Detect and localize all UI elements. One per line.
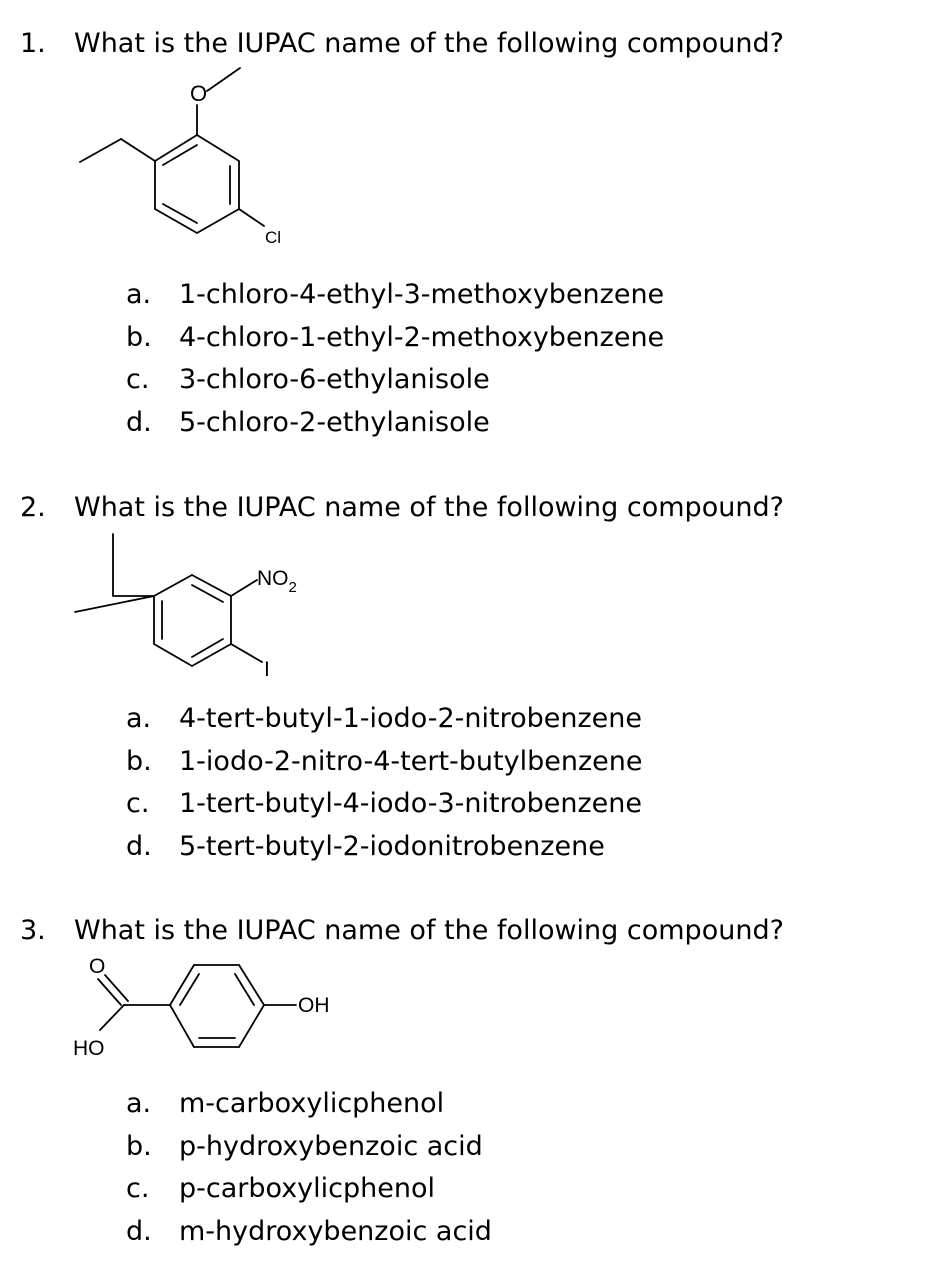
option-letter: a. [126,703,152,734]
option-text: 1-iodo-2-nitro-4-tert-butylbenzene [179,745,643,777]
option-letter: b. [126,1130,152,1162]
oxygen-label: O [190,81,208,106]
chemical-structure-diagram [0,945,948,1075]
option-text: 4-tert-butyl-1-iodo-2-nitrobenzene [179,703,642,734]
acid-hydroxyl-label: HO [73,1037,105,1060]
option-letter: a. [126,279,152,310]
question-number: 2. [20,492,46,523]
chemical-structure-diagram [0,520,948,690]
option-letter: d. [126,830,152,862]
option-letter: a. [126,1088,152,1119]
option-text: m-hydroxybenzoic acid [179,1215,492,1247]
option-letter: c. [126,364,150,395]
structure-2 [0,520,948,694]
chemical-structure-diagram [0,0,948,260]
question-number: 1. [20,28,46,59]
option-text: p-carboxylicphenol [179,1173,435,1204]
structure-3 [0,945,948,1079]
nitro-label: $NO_2$ [257,567,297,596]
option-text: m-carboxylicphenol [179,1088,445,1119]
carbonyl-oxygen-label: O [89,955,106,978]
option-text: 1-tert-butyl-4-iodo-3-nitrobenzene [179,788,642,819]
option-letter: b. [126,745,152,777]
option-letter: c. [126,788,150,819]
question-prompt: What is the IUPAC name of the following compound? [74,492,784,523]
option-letter: b. [126,321,152,353]
chlorine-label: Cl [265,228,282,247]
question-prompt: What is the IUPAC name of the following compound? [74,915,784,946]
option-text: 4-chloro-1-ethyl-2-methoxybenzene [179,321,665,353]
option-letter: c. [126,1173,150,1204]
iodine-label: I [264,658,270,681]
structure-1 [0,0,948,264]
question-prompt: What is the IUPAC name of the following compound? [74,28,784,59]
option-text: 1-chloro-4-ethyl-3-methoxybenzene [179,279,665,310]
option-letter: d. [126,1215,152,1247]
option-text: 3-chloro-6-ethylanisole [179,364,490,395]
option-text: 5-chloro-2-ethylanisole [179,406,490,438]
option-letter: d. [126,406,152,438]
option-text: p-hydroxybenzoic acid [179,1130,483,1162]
option-text: 5-tert-butyl-2-iodonitrobenzene [179,830,605,862]
phenol-hydroxyl-label: OH [298,994,330,1017]
question-number: 3. [20,915,46,946]
